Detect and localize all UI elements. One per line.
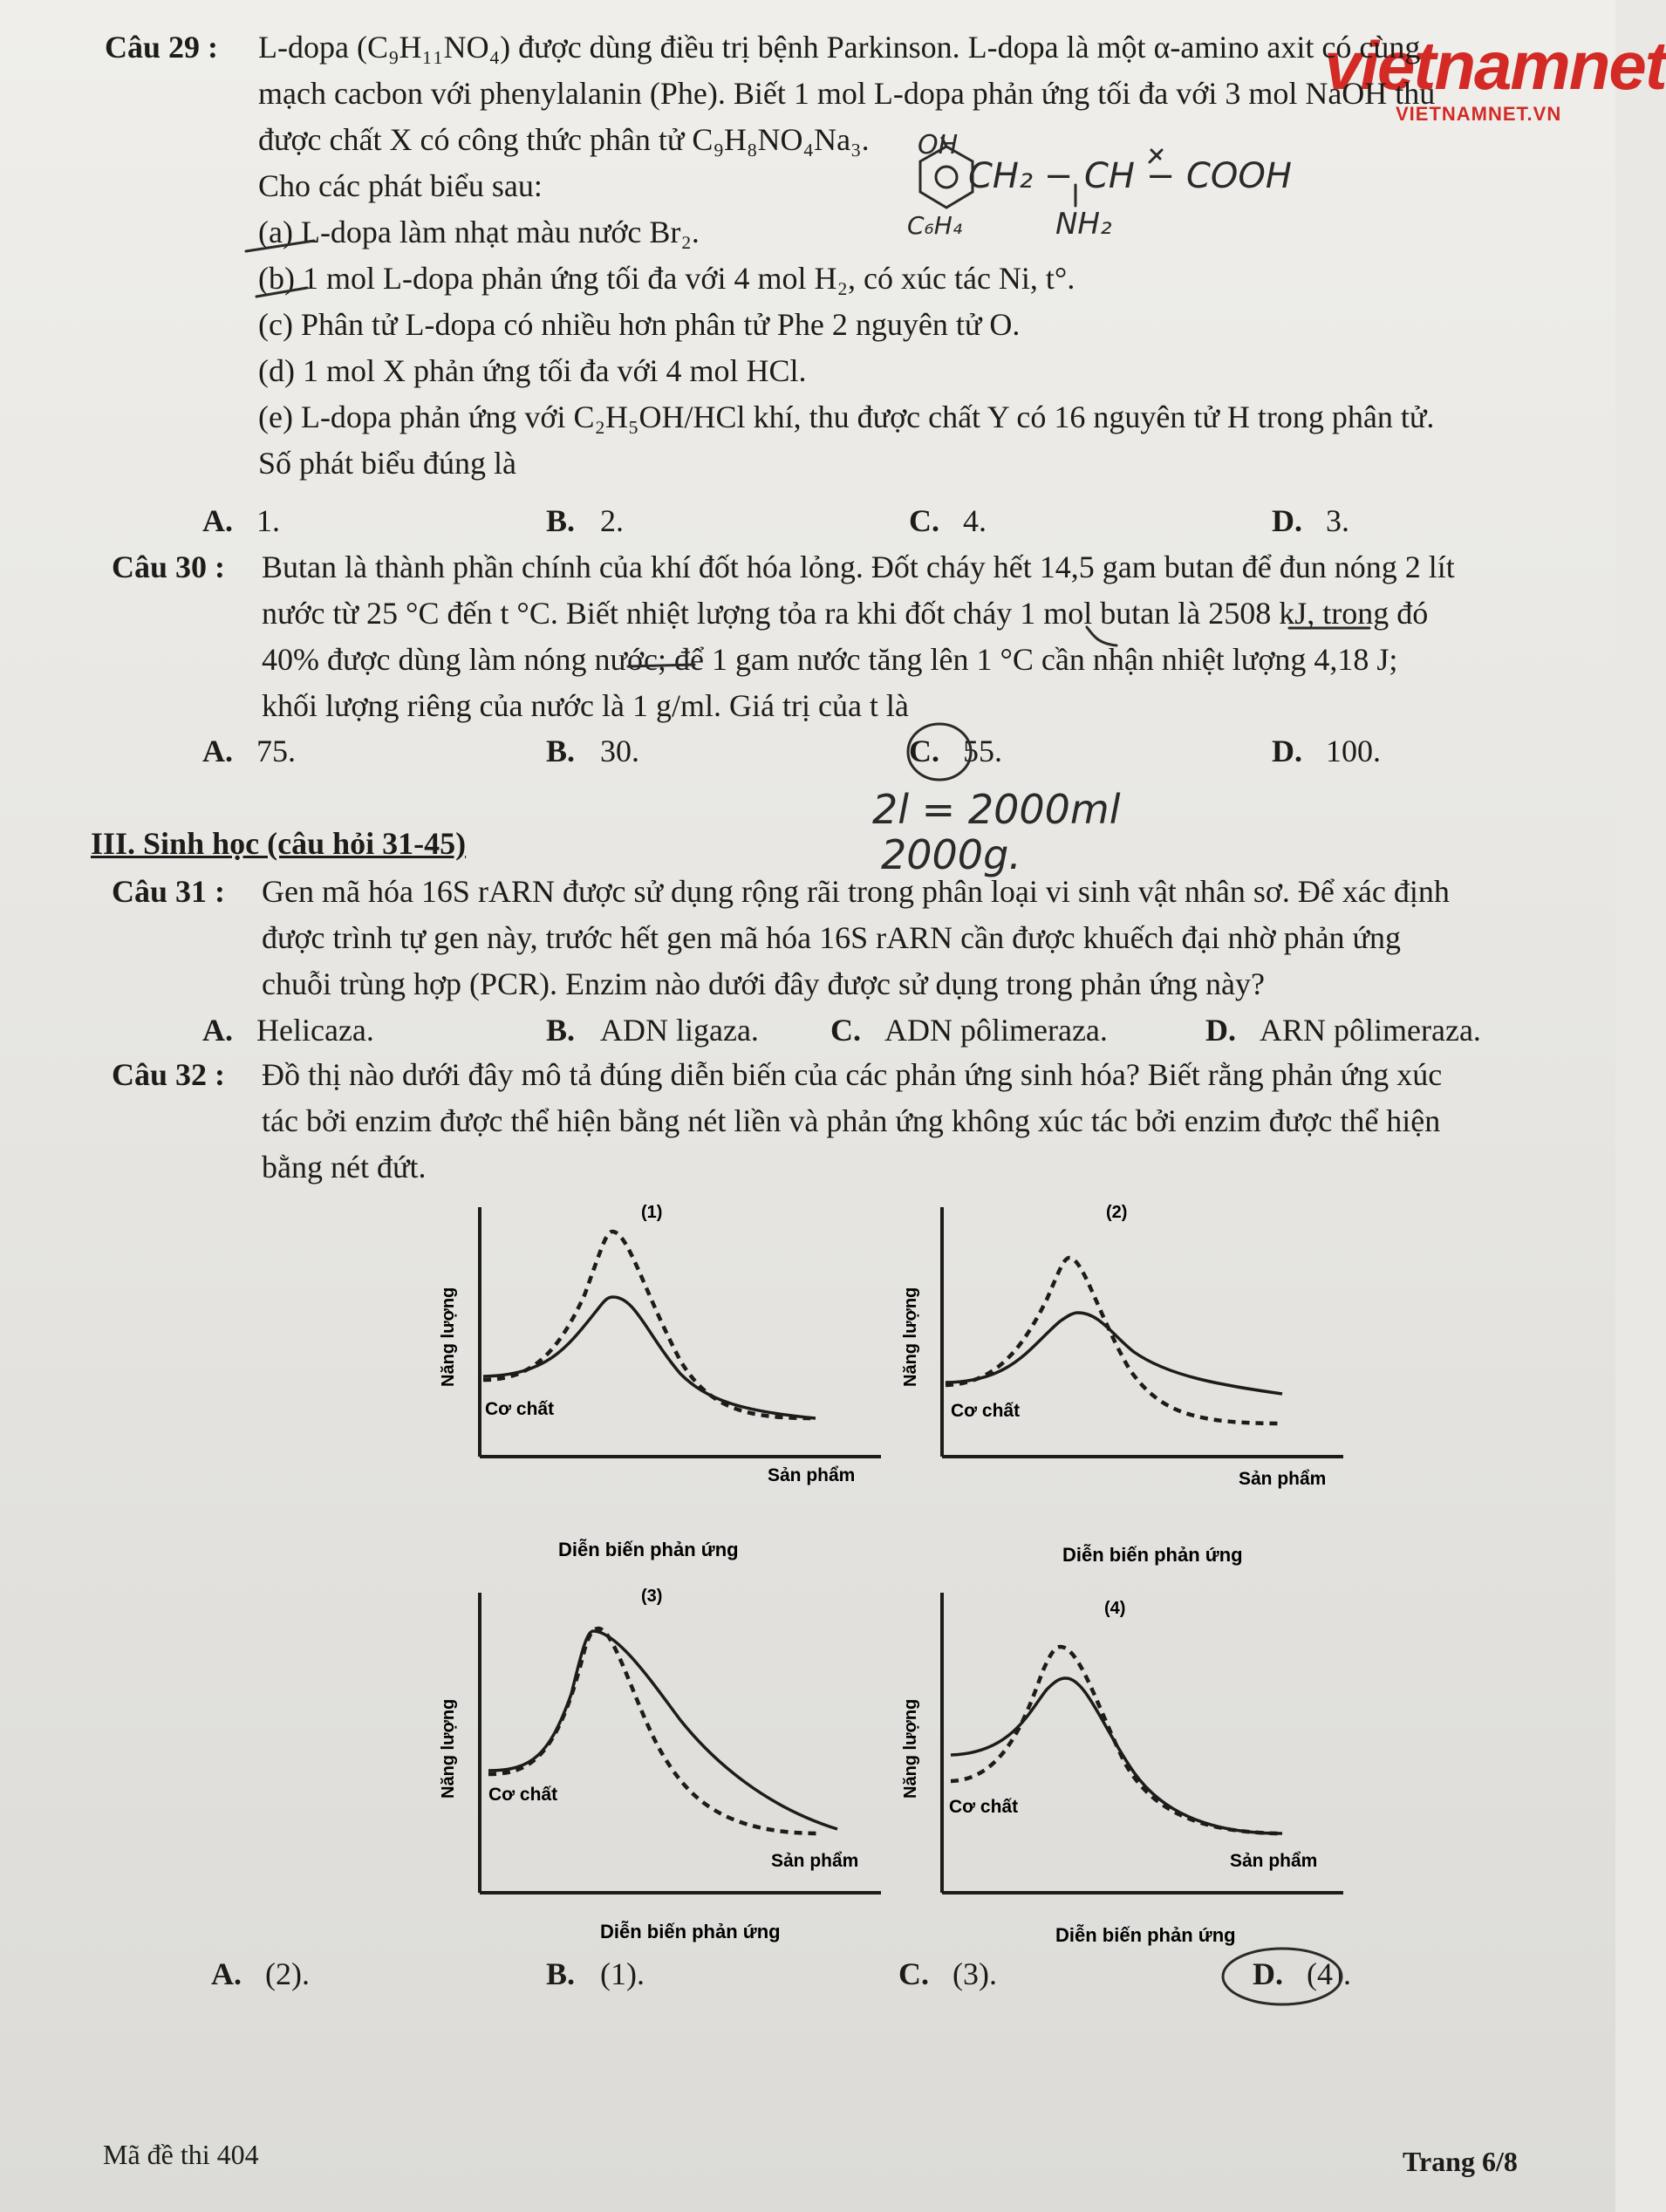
graph-2 bbox=[881, 1195, 1369, 1566]
q31-line: chuỗi trùng hợp (PCR). Enzim nào dưới đây được sử dụng trong phản ứng này? bbox=[262, 966, 1265, 1001]
section-heading-biology: III. Sinh học (câu hỏi 31-45) bbox=[91, 826, 467, 861]
q29-option-b: B. 2. bbox=[546, 503, 624, 538]
y-axis-label: Năng lượng bbox=[439, 1287, 458, 1387]
handwritten-calc-2: 2000g. bbox=[881, 831, 1021, 878]
q29-option-a: A. 1. bbox=[202, 503, 280, 538]
page-number: Trang 6/8 bbox=[1403, 2146, 1518, 2177]
q30-option-c: C. 55. bbox=[909, 734, 1002, 768]
q32-number: Câu 32 : bbox=[112, 1057, 226, 1092]
q31-number: Câu 31 : bbox=[112, 874, 226, 909]
q30-option-b: B. 30. bbox=[546, 734, 639, 768]
x-axis-label: Diễn biến phản ứng bbox=[600, 1921, 781, 1942]
q29-statement-a: (a) L-dopa làm nhạt màu nước Br₂. bbox=[258, 215, 700, 249]
substrate-label: Cơ chất bbox=[951, 1401, 1021, 1421]
handwritten-nh2: NH₂ bbox=[1055, 207, 1112, 242]
q29-line: mạch cacbon với phenylalanin (Phe). Biết 1 mol L-dopa phản ứng tối đa với 3 mol NaOH thu bbox=[258, 76, 1436, 111]
q32-option-a: A. (2). bbox=[211, 1956, 310, 1991]
q29-line: L-dopa (C₉H₁₁NO₄) được dùng điều trị bệnh Parkinson. L-dopa là một α-amino axit có cùng bbox=[258, 30, 1421, 65]
q30-option-d: D. 100. bbox=[1272, 734, 1381, 768]
q29-line: Cho các phát biểu sau: bbox=[258, 168, 543, 203]
q31-option-c: C. ADN pôlimeraza. bbox=[830, 1013, 1108, 1048]
substrate-label: Cơ chất bbox=[485, 1399, 555, 1419]
x-axis-label: Diễn biến phản ứng bbox=[1062, 1544, 1243, 1566]
q31-option-d: D. ARN pôlimeraza. bbox=[1205, 1013, 1481, 1048]
product-label: Sản phẩm bbox=[1239, 1469, 1327, 1489]
q31-line: được trình tự gen này, trước hết gen mã hóa 16S rARN cần được khuếch đại nhờ phản ứng bbox=[262, 920, 1402, 955]
graph-title: (4) bbox=[1104, 1599, 1126, 1618]
uncatalyzed-curve bbox=[483, 1232, 816, 1418]
y-axis-label: Năng lượng bbox=[901, 1698, 920, 1799]
substrate-label: Cơ chất bbox=[488, 1785, 558, 1805]
handwritten-formula: CH₂ − CH − COOH bbox=[968, 156, 1292, 196]
product-label: Sản phẩm bbox=[771, 1851, 859, 1871]
substrate-label: Cơ chất bbox=[949, 1797, 1019, 1817]
graph-1 bbox=[419, 1195, 907, 1561]
x-axis-label: Diễn biến phản ứng bbox=[1055, 1924, 1236, 1946]
q30-line: Butan là thành phần chính của khí đốt hóa lỏng. Đốt cháy hết 14,5 gam butan để đun nóng 2 lít bbox=[262, 550, 1455, 584]
q29-statement-b: (b) 1 mol L-dopa phản ứng tối đa với 4 mol H₂, có xúc tác Ni, t°. bbox=[258, 261, 1075, 296]
q31-option-b: B. ADN ligaza. bbox=[546, 1013, 759, 1048]
q29-body bbox=[258, 24, 1435, 487]
q30-line: khối lượng riêng của nước là 1 g/ml. Giá trị của t là bbox=[262, 688, 909, 723]
q31-line: Gen mã hóa 16S rARN được sử dụng rộng rãi trong phân loại vi sinh vật nhân sơ. Để xác định bbox=[262, 874, 1450, 909]
x-axis-label: Diễn biến phản ứng bbox=[558, 1539, 739, 1560]
q29-line: được chất X có công thức phân tử C₉H₈NO₄Na₃. bbox=[258, 122, 870, 157]
q31-option-a: A. Helicaza. bbox=[202, 1013, 374, 1048]
q29-prompt: Số phát biểu đúng là bbox=[258, 446, 516, 481]
graph-3 bbox=[419, 1580, 907, 1947]
logo-url: VIETNAMNET.VN bbox=[1396, 103, 1562, 125]
q29-statement-e: (e) L-dopa phản ứng với C₂H₅OH/HCl khí, thu được chất Y có 16 nguyên tử H trong phân tử. bbox=[258, 399, 1435, 434]
product-label: Sản phẩm bbox=[1230, 1851, 1318, 1871]
graph-title: (1) bbox=[641, 1203, 663, 1222]
handwritten-calc-1: 2l = 2000ml bbox=[872, 786, 1121, 833]
q31-body bbox=[262, 869, 1450, 1007]
q32-line: Đồ thị nào dưới đây mô tả đúng diễn biến của các phản ứng sinh hóa? Biết rằng phản ứng xúc bbox=[262, 1057, 1443, 1092]
q30-line: 40% được dùng làm nóng nước; để 1 gam nước tăng lên 1 °C cần nhận nhiệt lượng 4,18 J; bbox=[262, 642, 1398, 677]
exam-code: Mã đề thi 404 bbox=[103, 2139, 259, 2170]
q30-body bbox=[262, 544, 1455, 729]
q32-option-b: B. (1). bbox=[546, 1956, 645, 1991]
product-label: Sản phẩm bbox=[768, 1465, 856, 1485]
q30-number: Câu 30 : bbox=[112, 550, 226, 584]
q32-line: tác bởi enzim được thể hiện bằng nét liền và phản ứng không xúc tác bởi enzim được thể hiện bbox=[262, 1103, 1441, 1138]
uncatalyzed-curve bbox=[946, 1258, 1282, 1423]
handwritten-oh: OH bbox=[918, 130, 959, 160]
q29-number: Câu 29 : bbox=[105, 30, 219, 65]
y-axis-label: Năng lượng bbox=[901, 1287, 920, 1387]
q29-option-c: C. 4. bbox=[909, 503, 987, 538]
q29-statement-c: (c) Phân tử L-dopa có nhiều hơn phân tử Phe 2 nguyên tử O. bbox=[258, 307, 1021, 342]
q29-statement-d: (d) 1 mol X phản ứng tối đa với 4 mol HCl. bbox=[258, 353, 807, 388]
q32-option-d: D. (4). bbox=[1253, 1956, 1351, 1991]
logo-wordmark: vietnamnet bbox=[1324, 27, 1666, 104]
graph-title: (3) bbox=[641, 1587, 663, 1606]
q32-option-c: C. (3). bbox=[898, 1956, 997, 1991]
enzyme-curve bbox=[946, 1313, 1282, 1394]
q30-line: nước từ 25 °C đến t °C. Biết nhiệt lượng tỏa ra khi đốt cháy 1 mol butan là 2508 kJ, trong đó bbox=[262, 596, 1429, 631]
q30-option-a: A. 75. bbox=[202, 734, 296, 768]
graph-title: (2) bbox=[1106, 1203, 1128, 1222]
q32-body bbox=[262, 1052, 1442, 1191]
q32-line: bằng nét đứt. bbox=[262, 1150, 427, 1185]
y-axis-label: Năng lượng bbox=[439, 1698, 458, 1799]
q29-option-d: D. 3. bbox=[1272, 503, 1349, 538]
graph-4 bbox=[881, 1580, 1369, 1947]
handwritten-ring-formula: C₆H₄ bbox=[907, 211, 963, 240]
